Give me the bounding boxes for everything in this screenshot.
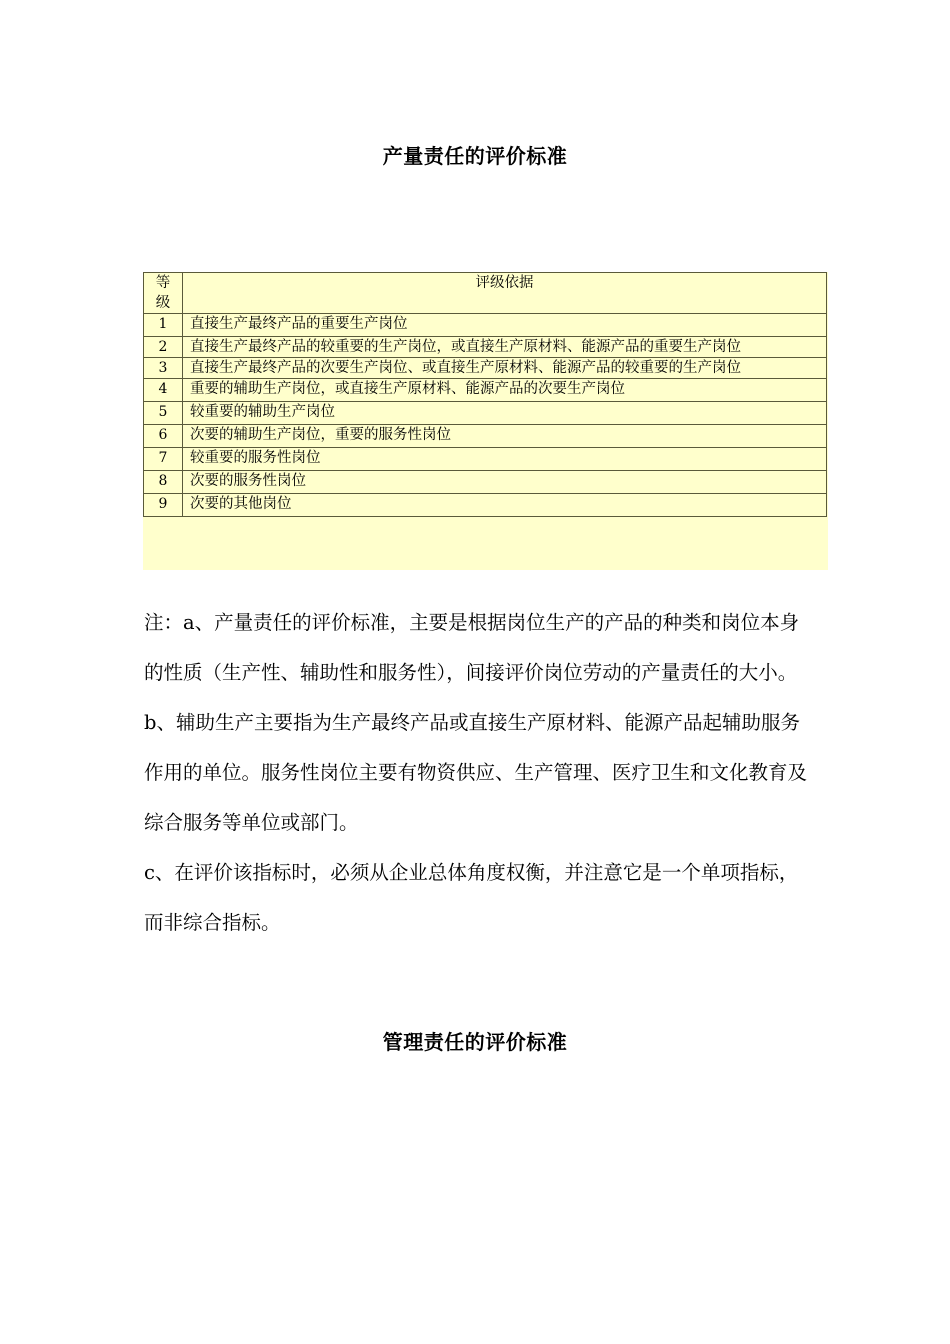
level-cell: 6 [144,425,183,448]
level-cell: 4 [144,379,183,402]
header-basis: 评级依据 [183,273,827,314]
note-a: 注：a、产量责任的评价标准，主要是根据岗位生产的产品的种类和岗位本身的性质（生产性、辅助性和服务性），间接评价岗位劳动的产量责任的大小。 [144,611,800,684]
basis-cell: 次要的辅助生产岗位，重要的服务性岗位 [183,425,827,448]
table-row [144,314,827,337]
basis-cell: 次要的其他岗位 [183,494,827,517]
table-row [144,402,827,425]
basis-cell: 重要的辅助生产岗位，或直接生产原材料、能源产品的次要生产岗位 [183,379,827,402]
basis-cell: 直接生产最终产品的重要生产岗位 [183,314,827,337]
table-row [144,379,827,402]
level-cell: 1 [144,314,183,337]
table-row [144,358,827,379]
basis-cell: 直接生产最终产品的较重要的生产岗位，或直接生产原材料、能源产品的重要生产岗位 [183,337,827,358]
basis-cell: 较重要的辅助生产岗位 [183,402,827,425]
grading-table-container [143,272,828,570]
level-cell: 5 [144,402,183,425]
section-title-management-responsibility: 管理责任的评价标准 [382,1030,568,1054]
level-cell: 9 [144,494,183,517]
basis-cell: 较重要的服务性岗位 [183,448,827,471]
note-c: c、在评价该指标时，必须从企业总体角度权衡，并注意它是一个单项指标，而非综合指标。 [144,861,799,934]
table-row [144,471,827,494]
table-row [144,494,827,517]
note-b: b、辅助生产主要指为生产最终产品或直接生产原材料、能源产品起辅助服务作用的单位。服务性岗位主要有物资供应、生产管理、医疗卫生和文化教育及综合服务等单位或部门。 [144,711,808,834]
grading-table [143,272,827,517]
level-cell: 3 [144,358,183,379]
table-row [144,448,827,471]
level-cell: 7 [144,448,183,471]
section-title-output-responsibility: 产量责任的评价标准 [382,144,568,168]
level-cell: 2 [144,337,183,358]
basis-cell: 直接生产最终产品的次要生产岗位、或直接生产原材料、能源产品的较重要的生产岗位 [183,358,827,379]
table-header-row [144,273,827,314]
notes-section [144,598,809,948]
table-row [144,337,827,358]
basis-cell: 次要的服务性岗位 [183,471,827,494]
header-level: 等级 [144,273,183,314]
level-cell: 8 [144,471,183,494]
table-row [144,425,827,448]
